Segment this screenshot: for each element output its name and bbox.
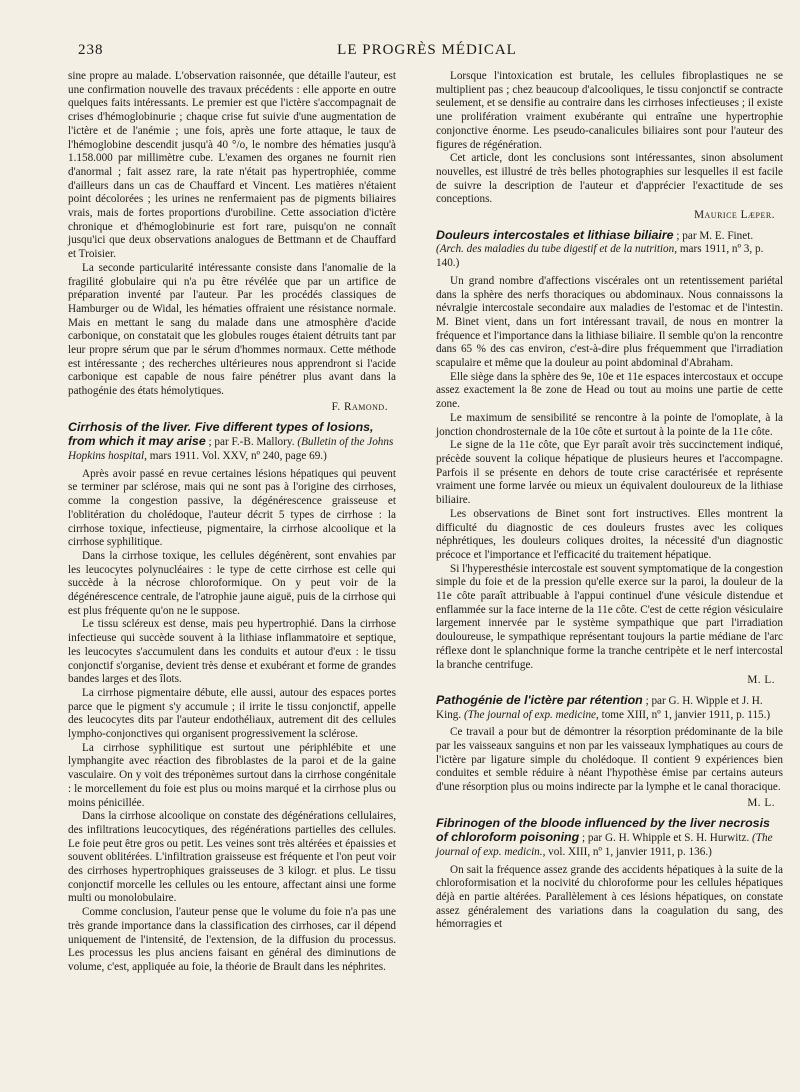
article-heading	[436, 229, 783, 271]
author-signature: M. L.	[747, 674, 775, 687]
article-reference: tome XIII, nº 1, janvier 1911, p. 115.)	[598, 708, 771, 721]
article-source: (Arch. des maladies du tube digestif et de la nutrition,	[436, 243, 678, 256]
article-source: (The journal of exp. medicine,	[463, 708, 599, 721]
article-heading	[68, 421, 396, 464]
article-heading	[436, 694, 783, 722]
paragraph: Si l'hyperesthésie intercostale est souvent symptomatique de la congestion simple du foie et de la pression qu'elle exerce sur la paroi, la douleur de la 11e côte paraît attribuable à l'appui continuel d'une vésicule distendue et enflammée sur la face interne de la 11e côte. C'est de cette région vésiculaire largement innervée par le système sympathique que part l'irradiation douloureuse, le sympathique représentant toujours la partie médiane de l'arc réflexe dont le splanchnique forme la tranche centripète et le nerf intercostal la branche centrifuge.	[436, 562, 783, 671]
left-column	[68, 70, 396, 975]
paragraph: Le signe de la 11e côte, que Eyr paraît avoir très succinctement indiqué, précède souvent la colique hépatique de plusieurs heures et l'accompagne. Parfois il se présente en dehors de toute crise caractérisée et représente vraiment une forme larvée ou mieux un équivalent douloureux de la lithiase biliaire.	[436, 439, 783, 507]
paragraph: Après avoir passé en revue certaines lésions hépatiques qui peuvent se terminer par sclérose, mais qui ne sont pas à l'origine des cirrhoses, comme la congestion passive, la dégénérescence graisseuse et l'oblitération du cholédoque, l'auteur décrit 5 types de cirrhose : la cirrhose toxique, infectieuse, pigmentaire, la cirrhose alcoolique et la cirrhose syphilitique.	[68, 467, 396, 549]
paragraph: La cirrhose pigmentaire débute, elle aussi, autour des espaces portes parce que le pigment s'y accumule ; il irrite le tissu conjonctif, appelle des leucocytes dits par l'auteur endothéliaux, autrement dit des cellules lympho-conjonctives qui organisent progressivement la sclérose.	[68, 686, 396, 741]
paragraph: Ce travail a pour but de démontrer la résorption prédominante de la bile par les vaisseaux sanguins et non par les vaisseaux lymphatiques au cours de l'ictère par ligature simple du cholédoque. Il contient 9 expériences bien conduites et semble réduire à néant l'hypothèse émise par certains auteurs d'une résorption plus ou moins indirecte par la lymphe et le canal thoracique.	[436, 726, 783, 794]
author-signature: M. L.	[747, 796, 775, 809]
article-title: Cirrhosis of the liver. Five different types of losions, from which it may arise	[68, 419, 374, 449]
right-column	[436, 70, 783, 932]
paragraph: Le maximum de sensibilité se rencontre à la pointe de l'omoplate, à la jonction chondrosternale de la 10e côte et surtout à la pointe de la 11e côte.	[436, 411, 783, 438]
article-author: ; par M. E. Finet.	[673, 229, 754, 242]
paragraph: Dans la cirrhose toxique, les cellules dégénèrent, sont envahies par les leucocytes polynucléaires : le type de cette cirrhose est celle qui succède à la nécrose chloroformique. On y peut voir de la dégénérescence centrale, de l'atrophie jaune aiguë, puis de la cirrhose qui est plus fréquente qu'on ne le suppose.	[68, 549, 396, 617]
paragraph: On sait la fréquence assez grande des accidents hépatiques à la suite de la chloroformisation et la nocivité du chloroforme pour les cellules hépatiques déjà en partie altérées. Parallèlement à ces lésions hépatiques, on constate assez généralement des variations dans la coagulation du sang, des hémorragies et	[436, 863, 783, 931]
article-title: Pathogénie de l'ictère par rétention	[436, 692, 643, 707]
paragraph: Les observations de Binet sont fort instructives. Elles montrent la difficulté du diagnostic de ces douleurs frustes avec les coliques néphrétiques, les douleurs coliques droites, la nécessité d'un diagnostic précoce et l'importance et l'efficacité du traitement hépatique.	[436, 507, 783, 561]
paragraph: La cirrhose syphilitique est surtout une périphlébite et une lymphangite avec réaction des fibroblastes de la paroi et de la gaine vasculaire. On y voit des tréponèmes surtout dans la cirrhose congénitale : le morcellement du foie est plus ou moins marqué et la cirrhose plus ou moins pénicillée.	[68, 741, 396, 809]
article-author: ; par F.-B. Mallory.	[205, 436, 298, 449]
paragraph: sine propre au malade. L'observation raisonnée, que détaille l'auteur, est une confirmation nouvelle des travaux précédents : elle apporte en outre quelques faits intéressants. Le premier est que l'ictère s'accompagnait de crises d'hémoglobinurie ; chaque crise fut suivie d'une augmentation de l'ictère et de l'anémie ; une fois, après une forte attaque, le taux de l'hémoglobine descendit jusqu'à 40 °/o, le nombre des hématies jusqu'à 1.158.000 par millimètre cube. L'examen des organes ne fournit rien d'anormal ; fait assez rare, la rate n'était pas hypertrophiée, comme d'ailleurs dans un cas de Chauffard et Vincent. Les matières n'étaient point décolorées ; les urines ne renfermaient pas de pigments biliaires vrais, mais de fortes proportions d'urobiline. Cette association d'ictère chronique et d'hémoglobinurie est fort rare, puisqu'on ne connaît jusqu'ici que deux observations analogues de Bettmann et de Chauffard et Troisier.	[68, 70, 396, 261]
article-reference: mars 1911, nº 3, p. 140.)	[436, 243, 764, 270]
paragraph: Cet article, dont les conclusions sont intéressantes, sinon absolument nouvelles, est illustré de très belles photographies sur lesquelles il est facile de suivre la description de l'auteur et d'apprécier l'exactitude de ses conceptions.	[436, 152, 783, 206]
article-title: Fibrinogen of the bloode influenced by the liver necrosis of chloroform poisoning	[436, 815, 770, 845]
paragraph: Le tissu scléreux est dense, mais peu hypertrophié. Dans la cirrhose infectieuse qui succède souvent à la lithiase inflammatoire et septique, les leucocytes s'accumulent dans les conduits et autour d'eux : le tissu conjonctif s'organise, devient très dense et exubérant et forme de grandes bandes larges et des îlots.	[68, 618, 396, 686]
article-title: Douleurs intercostales et lithiase biliaire	[436, 227, 674, 242]
paragraph: La seconde particularité intéressante consiste dans l'anomalie de la fragilité globulaire qui n'a pu être révélée que par un artifice de préparation inventé par l'auteur. Par les procédés classiques de Hamburger ou de Widal, les hématies offraient une résistance normale. Mais en mettant le sang du malade dans une atmosphère d'acide carbonique, on constatait que les globules rouges étaient détruits tant par leur propre sérum que par le sérum d'hommes normaux. Cette méthode est intéressante ; des recherches ultérieures nous apprendront si l'acide carbonique est capable de nous faire pénétrer plus avant dans la pathogénie des états hémolytiques.	[68, 261, 396, 398]
page-header	[64, 40, 790, 62]
paragraph: Dans la cirrhose alcoolique on constate des dégénérations cellulaires, des infiltrations leucocytiques, des régénérations partielles des cellules. Le foie peut être gros ou petit. Les veines sont très altérées et épaissies et souvent oblitérées. L'infiltration graisseuse est fréquente et l'on peut voir des cirrhoses hypertrophiques graisseuses de 3 kilogr. et plus. Le tissu conjonctif morcelle les cellules ou les entoure, affectant ainsi une forme multi ou monolobulaire.	[68, 810, 396, 905]
paragraph: Comme conclusion, l'auteur pense que le volume du foie n'a pas une très grande importance dans la classification des cirrhoses, car il dépend uniquement de l'intensité, de l'extension, de la diffusion du processus. Les processus les plus anciens faisant en général des diminutions de volume, c'est, appliquée au foie, la théorie de Brault dans les néphrites.	[68, 906, 396, 973]
article-author: ; par G. H. Wipple et J. H. King.	[436, 694, 763, 721]
author-signature: F. Ramond.	[331, 400, 388, 413]
article-reference: mars 1911. Vol. XXV, nº 240, page 69.)	[146, 449, 327, 462]
author-signature: Maurice Læper.	[694, 209, 775, 222]
article-source: (The journal of exp. medicin.,	[436, 832, 773, 858]
journal-title: LE PROGRÈS MÉDICAL	[337, 42, 517, 58]
article-source: (Bulletin of the Johns Hopkins hospital,	[68, 436, 394, 462]
page-number: 238	[78, 42, 104, 58]
article-heading	[436, 817, 783, 860]
paragraph: Un grand nombre d'affections viscérales ont un retentissement pariétal dans la sphère des nerfs thoraciques ou abdominaux. Nous connaissons la névralgie intercostale secondaire aux maladies de l'estomac et de l'intestin. M. Binet vient, dans un fort intéressant travail, de nous en montrer la fréquence et l'importance dans la lithiase biliaire. Il semble qu'on la rencontre dans 65 % des cas environ, c'est-à-dire plus fréquemment que l'irradiation scapulaire et même que la douleur au point abdominal d'Abraham.	[436, 274, 783, 370]
paragraph: Lorsque l'intoxication est brutale, les cellules fibroplastiques ne se multiplient pas ; chez beaucoup d'alcooliques, le tissu conjonctif se contracte seulement, et se densifie au contraire dans les cirrhoses infectieuses ; il existe une prolifération vraiment exubérante qui entraîne une hypertrophie conjonctive énorme. Les pseudo-canalicules biliaires sont pour l'auteur des figures de régénération.	[436, 70, 783, 151]
article-author: ; par G. H. Whipple et S. H. Hurwitz.	[579, 832, 753, 845]
article-reference: vol. XIII, nº 1, janvier 1911, p. 136.)	[545, 845, 712, 858]
paragraph: Elle siège dans la sphère des 9e, 10e et 11e espaces intercostaux et occupe assez exactement la 8e zone de Head ou tout au moins une partie de cette zone.	[436, 370, 783, 411]
